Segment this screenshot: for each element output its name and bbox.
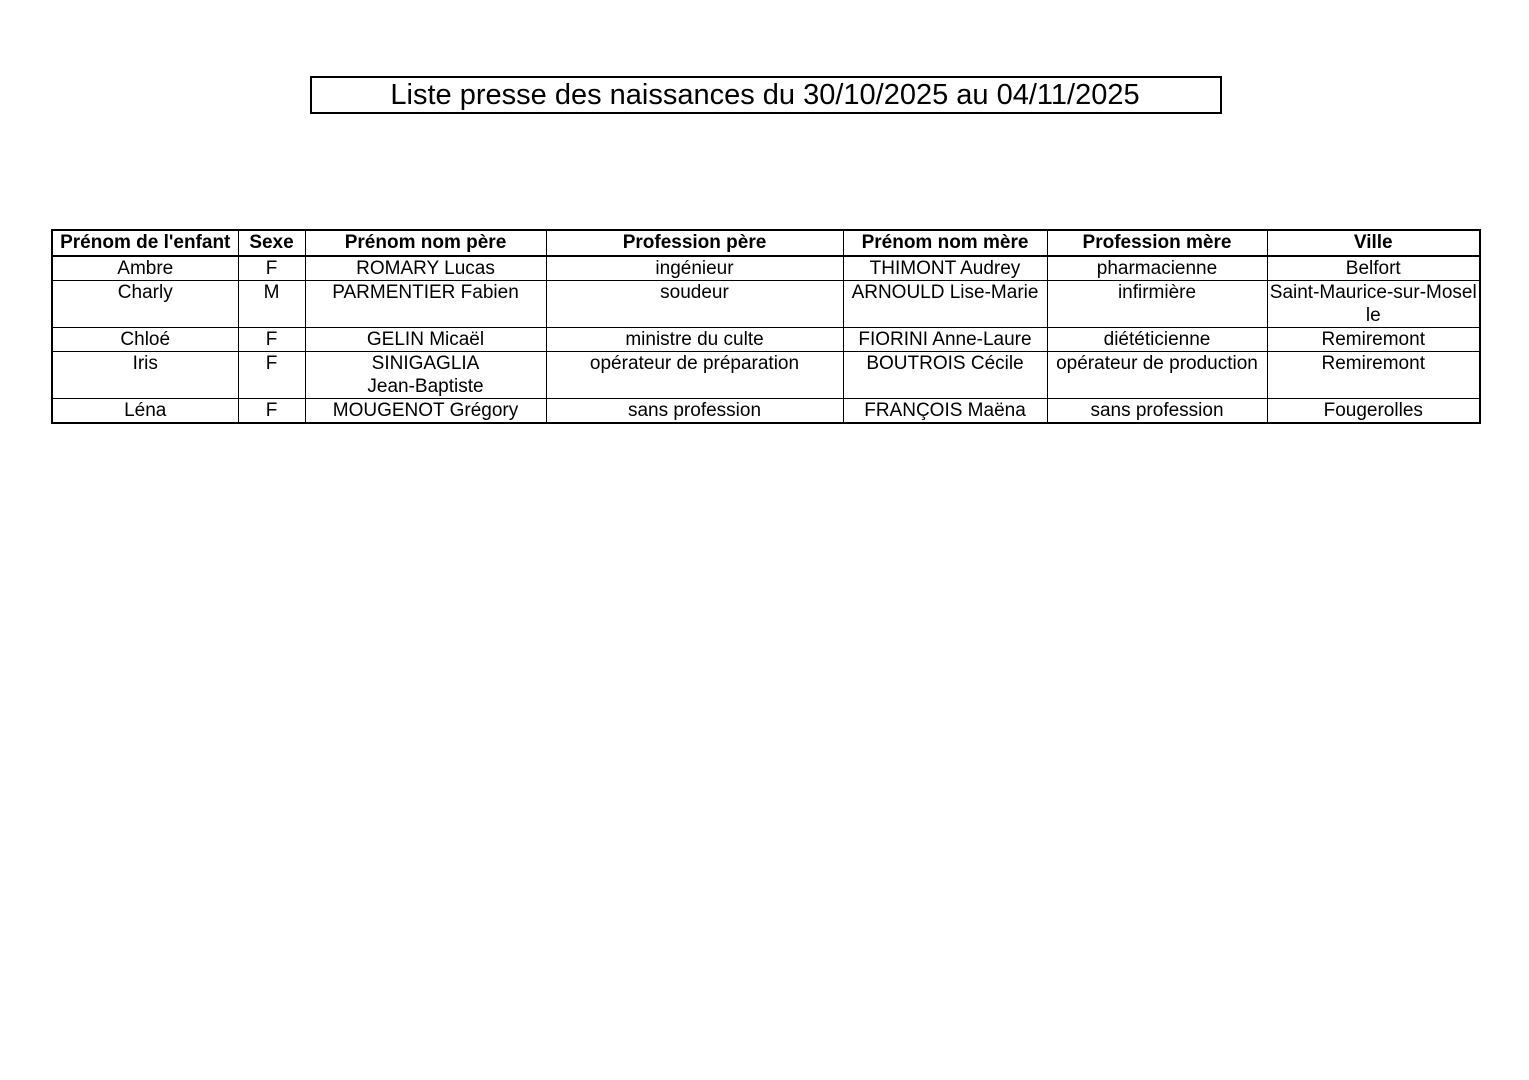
cell-prenom-nom-pere: PARMENTIER Fabien	[305, 281, 546, 328]
cell-prenom-enfant: Charly	[52, 281, 238, 328]
table-row	[52, 352, 1480, 399]
cell-prenom-nom-pere: MOUGENOT Grégory	[305, 399, 546, 424]
cell-profession-mere: infirmière	[1047, 281, 1267, 328]
table-row	[52, 281, 1480, 328]
cell-profession-pere: opérateur de préparation	[546, 352, 843, 399]
header-profession-pere: Profession père	[546, 230, 843, 256]
table-header-row	[52, 230, 1480, 256]
cell-prenom-nom-pere: GELIN Micaël	[305, 328, 546, 352]
cell-profession-mere: opérateur de production	[1047, 352, 1267, 399]
table-row	[52, 328, 1480, 352]
cell-prenom-nom-mere: FIORINI Anne-Laure	[843, 328, 1047, 352]
cell-profession-pere: ingénieur	[546, 256, 843, 281]
page-title-box	[310, 76, 1222, 114]
table-row	[52, 256, 1480, 281]
cell-prenom-enfant: Iris	[52, 352, 238, 399]
cell-sexe: F	[238, 256, 305, 281]
cell-prenom-enfant: Léna	[52, 399, 238, 424]
cell-prenom-nom-mere: FRANÇOIS Maëna	[843, 399, 1047, 424]
header-ville: Ville	[1267, 230, 1480, 256]
header-prenom-nom-mere: Prénom nom mère	[843, 230, 1047, 256]
cell-profession-pere: soudeur	[546, 281, 843, 328]
cell-prenom-nom-mere: THIMONT Audrey	[843, 256, 1047, 281]
births-table	[51, 229, 1481, 424]
cell-sexe: F	[238, 328, 305, 352]
cell-sexe: M	[238, 281, 305, 328]
cell-prenom-enfant: Chloé	[52, 328, 238, 352]
header-profession-mere: Profession mère	[1047, 230, 1267, 256]
table-row	[52, 399, 1480, 424]
cell-sexe: F	[238, 352, 305, 399]
cell-prenom-enfant: Ambre	[52, 256, 238, 281]
cell-prenom-nom-mere: ARNOULD Lise-Marie	[843, 281, 1047, 328]
cell-ville: Belfort	[1267, 256, 1480, 281]
cell-prenom-nom-mere: BOUTROIS Cécile	[843, 352, 1047, 399]
header-prenom-enfant: Prénom de l'enfant	[52, 230, 238, 256]
cell-profession-mere: diététicienne	[1047, 328, 1267, 352]
cell-ville: Saint-Maurice-sur-Moselle	[1267, 281, 1480, 328]
cell-prenom-nom-pere: ROMARY Lucas	[305, 256, 546, 281]
cell-ville: Remiremont	[1267, 352, 1480, 399]
cell-ville: Fougerolles	[1267, 399, 1480, 424]
page-title: Liste presse des naissances du 30/10/2025 au 04/11/2025	[390, 79, 1140, 111]
cell-profession-pere: sans profession	[546, 399, 843, 424]
cell-profession-mere: sans profession	[1047, 399, 1267, 424]
header-prenom-nom-pere: Prénom nom père	[305, 230, 546, 256]
cell-profession-pere: ministre du culte	[546, 328, 843, 352]
cell-prenom-nom-pere: SINIGAGLIA Jean-Baptiste	[305, 352, 546, 399]
cell-profession-mere: pharmacienne	[1047, 256, 1267, 281]
header-sexe: Sexe	[238, 230, 305, 256]
cell-sexe: F	[238, 399, 305, 424]
cell-ville: Remiremont	[1267, 328, 1480, 352]
